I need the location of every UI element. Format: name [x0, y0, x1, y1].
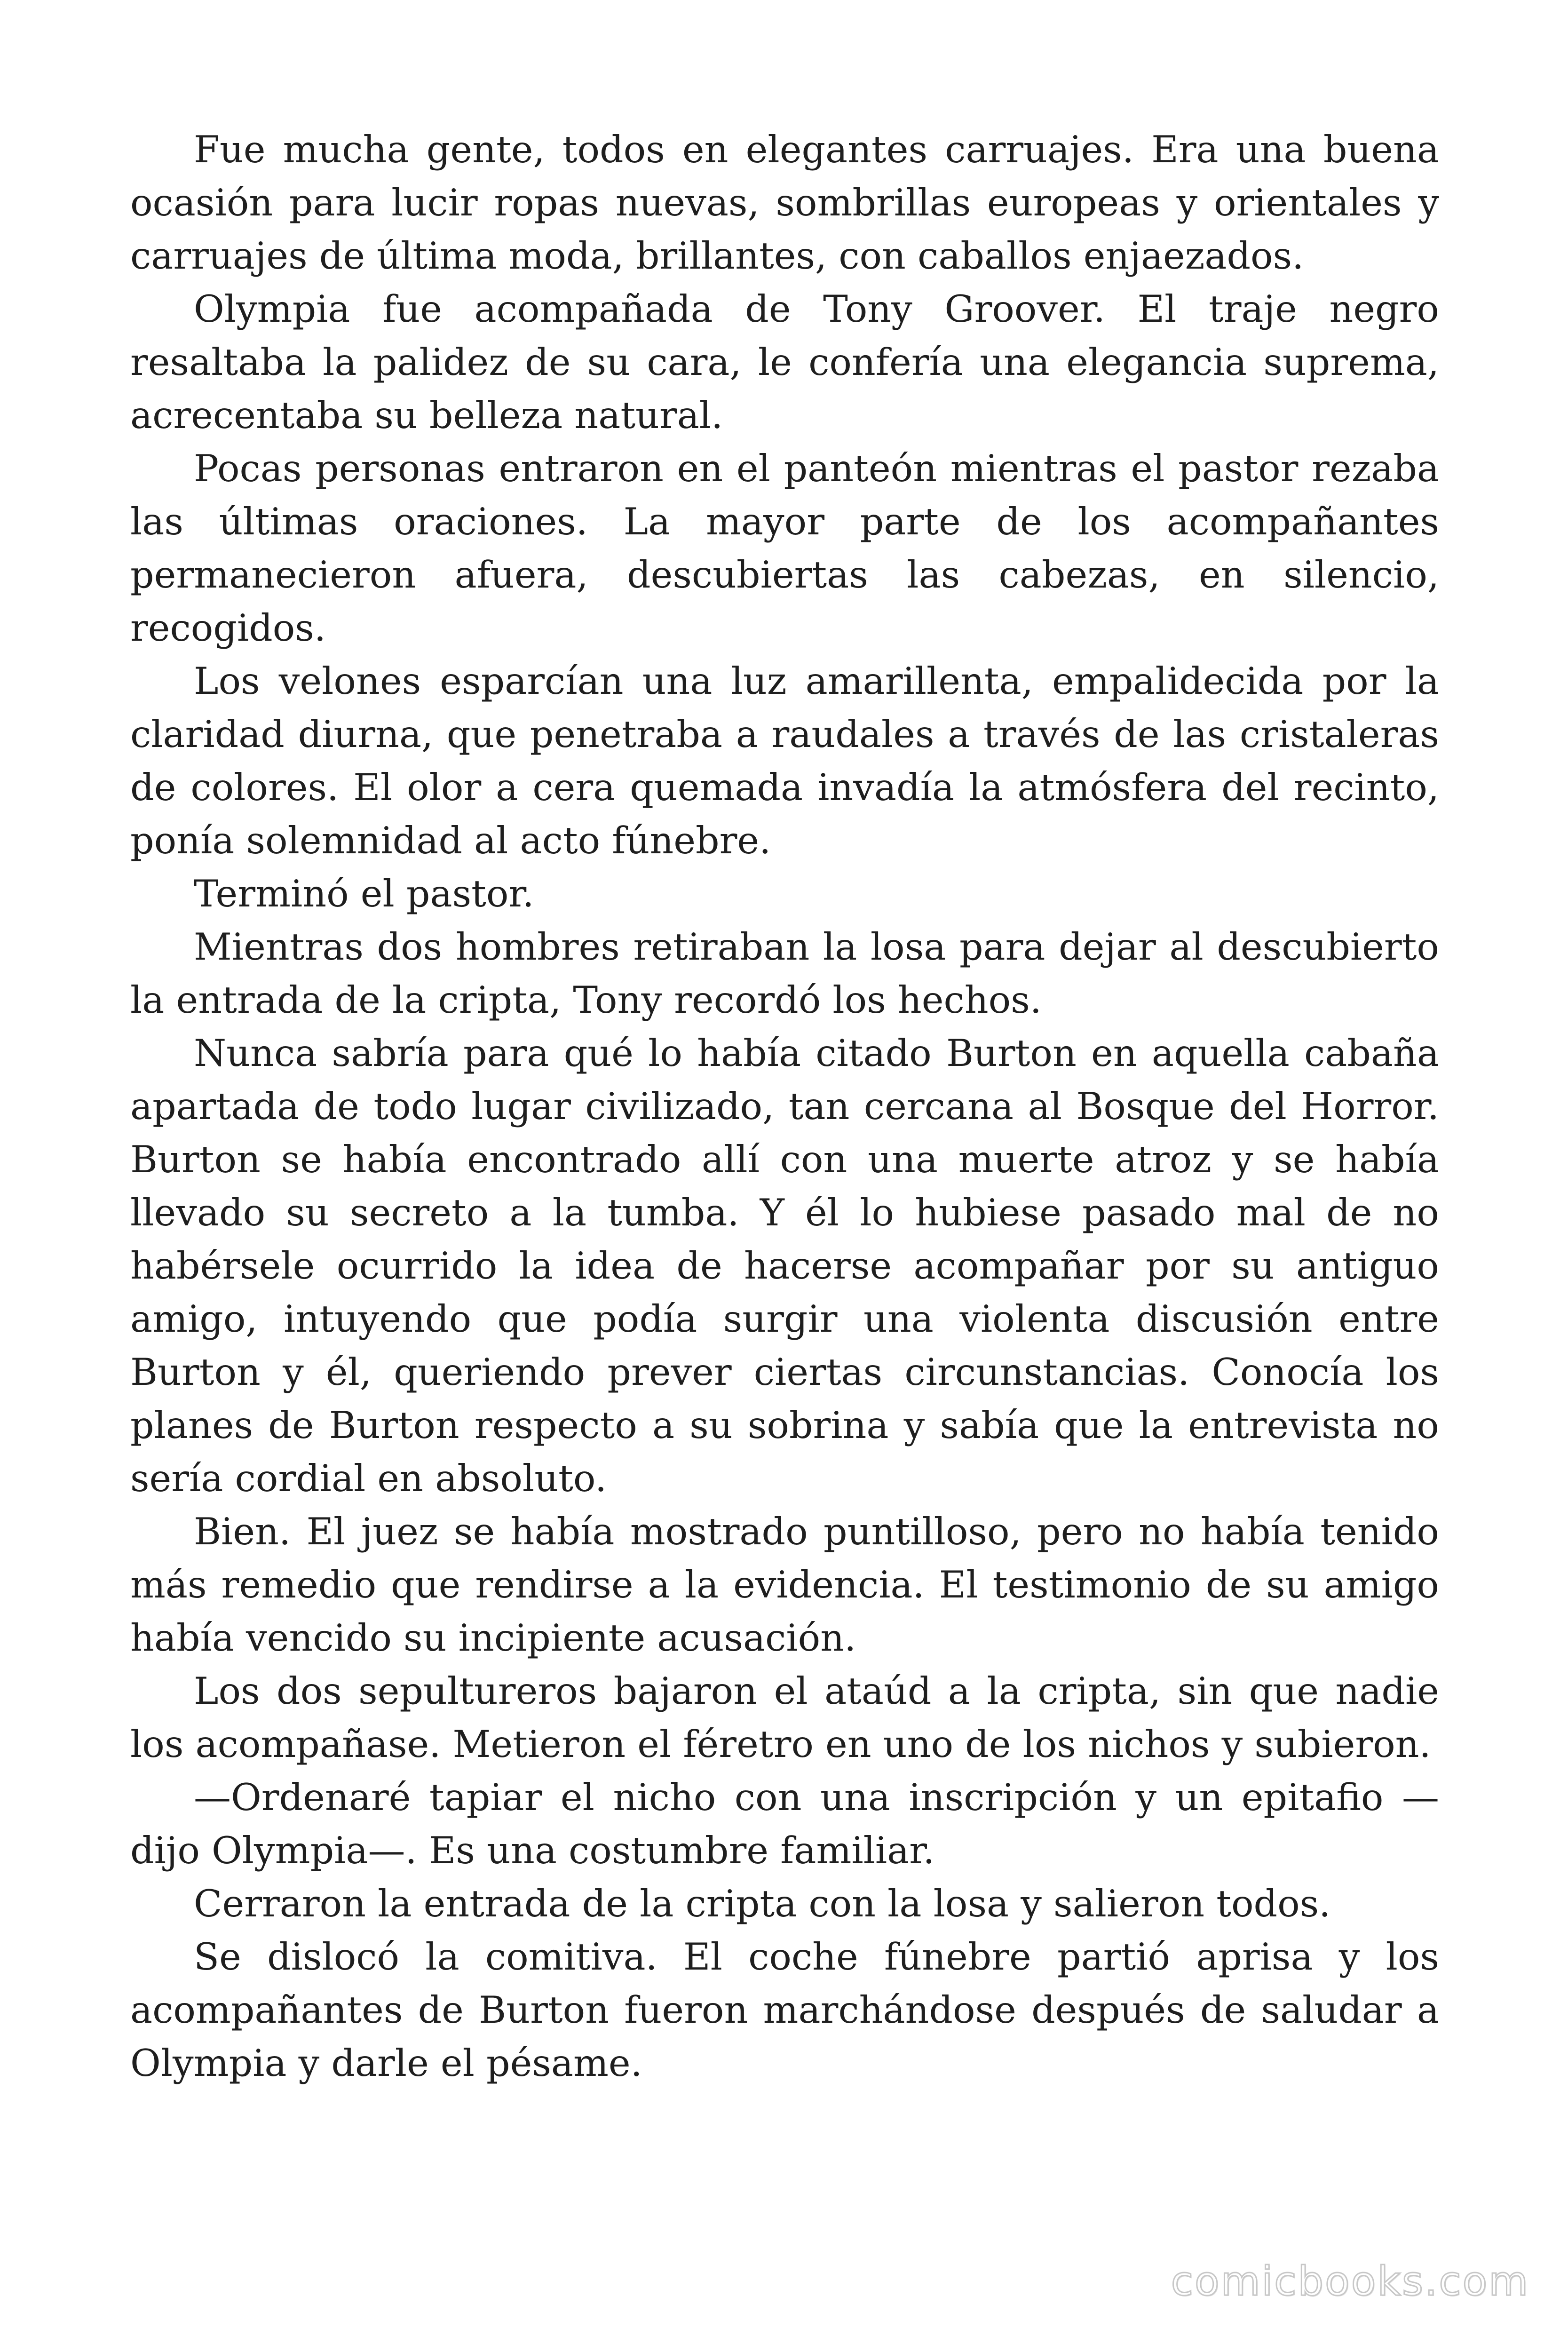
paragraph: Los dos sepultureros bajaron el ataúd a la cripta, sin que nadie los acompañase. Metieron el féretro en uno de los nichos y subieron.: [130, 1669, 1439, 1766]
paragraph: Terminó el pastor.: [194, 872, 534, 915]
paragraph: Cerraron la entrada de la cripta con la losa y salieron todos.: [194, 1882, 1331, 1925]
paragraph: —Ordenaré tapiar el nicho con una inscripción y un epitafio —dijo Olympia—. Es una costumbre familiar.: [130, 1776, 1439, 1872]
text-block: [130, 123, 1439, 2090]
paragraph: Bien. El juez se había mostrado puntilloso, pero no había tenido más remedio que rendirse a la evidencia. El testimonio de su amigo había vencido su incipiente acusación.: [130, 1510, 1439, 1660]
paragraph: Los velones esparcían una luz amarillenta, empalidecida por la claridad diurna, que penetraba a raudales a través de las cristaleras de colores. El olor a cera quemada invadía la atmósfera del recinto, ponía solemnidad al acto fúnebre.: [130, 660, 1439, 862]
paragraph: Fue mucha gente, todos en elegantes carruajes. Era una buena ocasión para lucir ropas nuevas, sombrillas europeas y orientales y carruajes de última moda, brillantes, con caballos enjaezados.: [130, 128, 1439, 278]
paragraph: Se dislocó la comitiva. El coche fúnebre partió aprisa y los acompañantes de Burton fueron marchándose después de saludar a Olympia y darle el pésame.: [130, 1935, 1439, 2085]
paragraph: Olympia fue acompañada de Tony Groover. El traje negro resaltaba la palidez de su cara, le confería una elegancia suprema, acrecentaba su belleza natural.: [130, 287, 1439, 437]
paragraph: Pocas personas entraron en el panteón mientras el pastor rezaba las últimas oraciones. La mayor parte de los acompañantes permanecieron afuera, descubiertas las cabezas, en silencio, recogidos.: [130, 447, 1439, 650]
paragraph: Mientras dos hombres retiraban la losa para dejar al descubierto la entrada de la cripta, Tony recordó los hechos.: [130, 925, 1439, 1022]
paragraph: Nunca sabría para qué lo había citado Burton en aquella cabaña apartada de todo lugar civilizado, tan cercana al Bosque del Horror. Burton se había encontrado allí con una muerte atroz y se había llevado su secreto a la tumba. Y él lo hubiese pasado mal de no habérsele ocurrido la idea de hacerse acompañar por su antiguo amigo, intuyendo que podía surgir una violenta discusión entre Burton y él, queriendo prever ciertas circunstancias. Conocía los planes de Burton respecto a su sobrina y sabía que la entrevista no sería cordial en absoluto.: [130, 1032, 1439, 1500]
watermark: comicbooks.com: [1171, 2258, 1529, 2305]
